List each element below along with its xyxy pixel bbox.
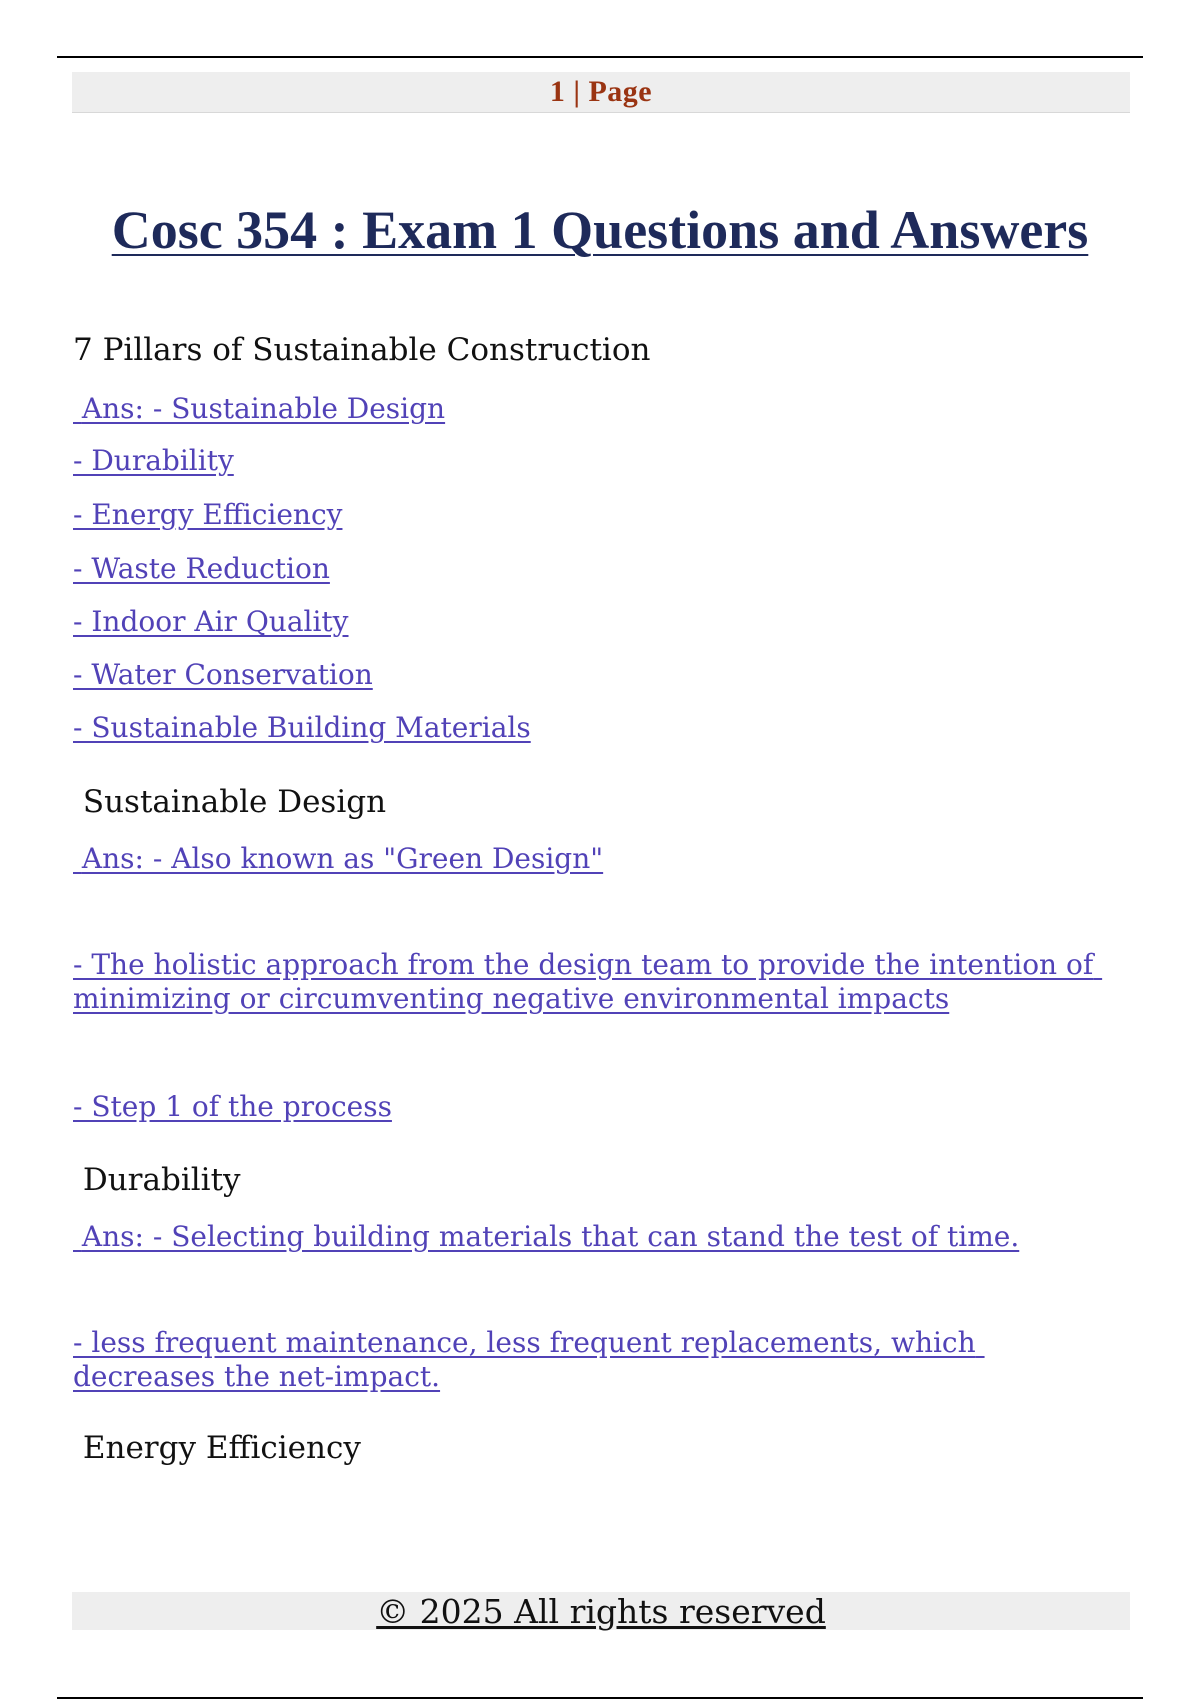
top-rule xyxy=(57,56,1143,58)
copyright-text: © 2025 All rights reserved xyxy=(376,1591,826,1631)
answer-link[interactable]: - Durability xyxy=(73,444,234,477)
page-footer xyxy=(72,1592,1130,1630)
answer-link[interactable]: - The holistic approach from the design team to provide the intention of minimizing or circumventing negative environmental impacts xyxy=(73,948,1103,1015)
answer-link[interactable]: - Sustainable Building Materials xyxy=(73,711,531,744)
page-number: 1 | Page xyxy=(549,75,653,108)
page-header xyxy=(72,72,1130,113)
question-block xyxy=(73,330,650,370)
question-heading: 7 Pillars of Sustainable Construction xyxy=(73,332,651,368)
question-heading: Sustainable Design xyxy=(73,784,387,820)
answer-link[interactable]: - Water Conservation xyxy=(73,658,373,691)
answer-link[interactable]: Ans: - Selecting building materials that can stand the test of time. xyxy=(73,1220,1020,1253)
answer-link[interactable]: - Indoor Air Quality xyxy=(73,605,349,638)
question-heading: Durability xyxy=(73,1162,241,1198)
answer-link[interactable]: Ans: - Sustainable Design xyxy=(73,392,446,425)
document-title: Cosc 354 : Exam 1 Questions and Answers xyxy=(111,200,1089,260)
question-heading: Energy Efficiency xyxy=(73,1430,361,1466)
answer-link[interactable]: - Energy Efficiency xyxy=(73,498,343,531)
answer-link[interactable]: Ans: - Also known as "Green Design" xyxy=(73,842,604,875)
answer-link[interactable]: - Waste Reduction xyxy=(73,552,330,585)
answer-link[interactable]: - Step 1 of the process xyxy=(73,1090,392,1123)
answer-link[interactable]: - less frequent maintenance, less frequent replacements, which decreases the net-impact. xyxy=(73,1326,985,1393)
bottom-rule xyxy=(57,1697,1143,1699)
